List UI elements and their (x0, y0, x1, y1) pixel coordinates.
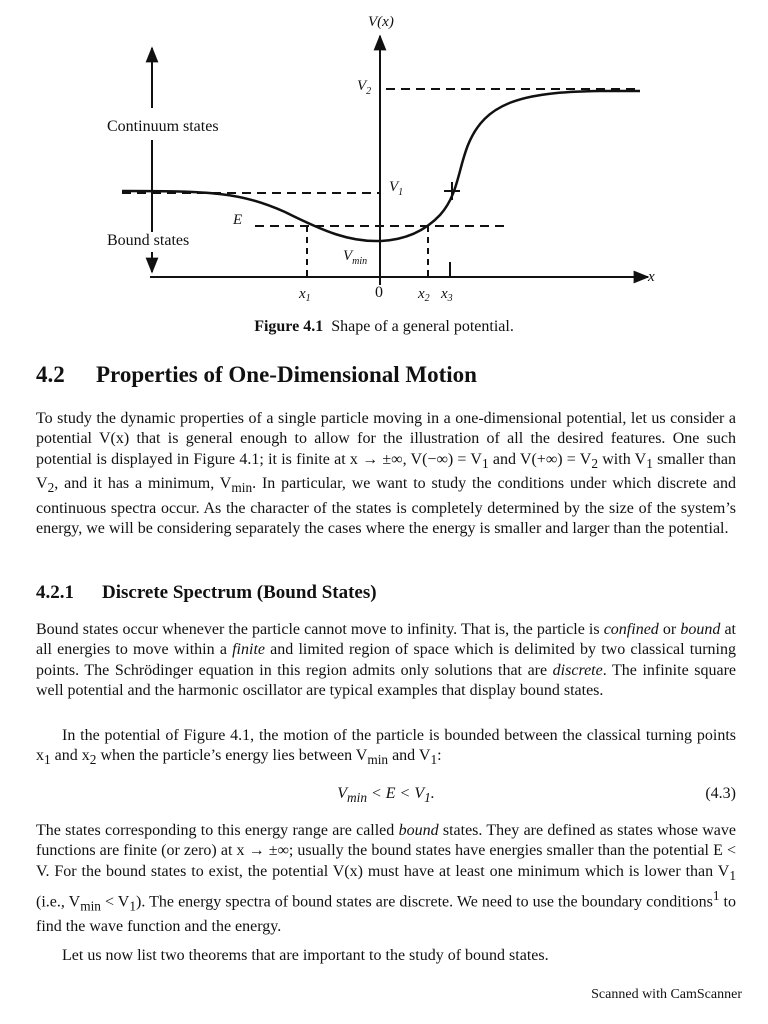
subsection-number: 4.2.1 (36, 582, 74, 603)
x-axis-label: x (648, 269, 655, 285)
potential-figure (0, 0, 768, 320)
continuum-states-label: Continuum states (107, 118, 219, 135)
section-number: 4.2 (36, 362, 65, 387)
figure-caption (0, 318, 768, 336)
subsection-title: Discrete Spectrum (Bound States) (102, 582, 377, 603)
origin-label: 0 (375, 284, 383, 301)
figure-caption-text: Shape of a general potential. (331, 318, 514, 335)
paragraph-bound-definition: The states corresponding to this energy range are called bound states. They are defined as states whose wave functions are finite (or zero) at x → ±∞; usually the bound states have energies smaller than the potential E < V. For the bound states to exist, the potential V(x) must have at least one minimum which is lower than $V_1$ (i.e., $V_{min} < V_1$). The energy spectra of bound states are discrete. We need to use the boundary conditions$^1$ to find the wave function and the energy. (36, 822, 737, 936)
equation-number: (4.3) (705, 785, 736, 802)
figure-number: Figure 4.1 (254, 318, 324, 335)
y-axis-label: V(x) (368, 14, 394, 30)
paragraph-bound-states: Bound states occur whenever the particle cannot move to infinity. That is, the particle is confined or bound at all energies to move within a finite and limited region of space which is delimited by two classical turning points. The Schrödinger equation in this region admits only solutions that are discrete. The infinite square well potential and the harmonic oscillator are typical examples that display bound states. (36, 621, 737, 700)
paragraph-theorems: Let us now list two theorems that are important to the study of bound states. (62, 947, 549, 964)
vmin-label: $V_{min}$ (343, 248, 368, 267)
energy-label: E (233, 212, 243, 228)
scanner-watermark: Scanned with CamScanner (591, 987, 742, 1002)
x3-label: $x_3$ (441, 286, 453, 304)
v2-label: $V_2$ (357, 78, 372, 97)
x2-label: $x_2$ (418, 286, 430, 304)
paragraph-intro: To study the dynamic properties of a single particle moving in a one-dimensional potential, let us consider a potential V(x) that is general enough to allow for the illustration of all the desired features. One such potential is displayed in Figure 4.1; it is finite at x → ±∞, $V(-\infty) = V_1$ and $V(+\infty) = V_2$ with $V_1$ smaller than $V_2$, and it has a minimum, $V_{min}$. In particular, we want to study the conditions under which discrete and continuous spectra occur. As the character of the states is completely determined by the size of the system’s energy, we will be considering separately the cases where the energy is smaller and larger than the potential. (36, 410, 737, 538)
paragraph-turning-points: In the potential of Figure 4.1, the motion of the particle is bounded between the classical turning points $x_1$ and $x_2$ when the particle’s energy lies between $V_{min}$ and $V_1$: (36, 727, 736, 768)
x1-label: $x_1$ (299, 286, 311, 304)
equation-body: $V_{min} < E < V_1$. (337, 785, 435, 806)
subsection-heading (36, 582, 377, 604)
section-title: Properties of One-Dimensional Motion (96, 362, 477, 387)
equation-4-3 (36, 785, 736, 807)
bound-states-label: Bound states (107, 232, 190, 249)
section-heading (36, 362, 477, 388)
v1-label: $V_1$ (389, 179, 404, 198)
